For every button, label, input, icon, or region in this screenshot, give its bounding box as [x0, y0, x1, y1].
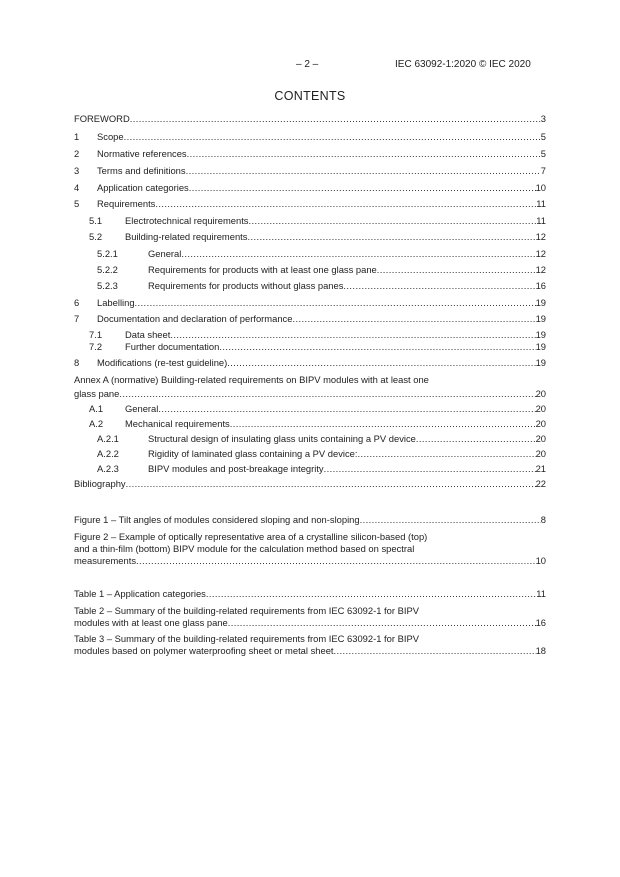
toc-entry[interactable]: [74, 357, 546, 369]
entry-page-number[interactable]: 19: [535, 357, 546, 368]
entry-page-number[interactable]: 20: [535, 418, 546, 429]
entry-title[interactable]: Structural design of insulating glass units containing a PV device: [148, 433, 416, 444]
dot-leader: [136, 555, 536, 567]
toc-entry[interactable]: [89, 403, 546, 415]
entry-title[interactable]: Scope: [97, 131, 124, 142]
dot-leader: [247, 231, 535, 243]
dot-leader: [358, 448, 536, 460]
entry-title[interactable]: Building-related requirements: [125, 231, 248, 242]
entry-page-number[interactable]: 21: [535, 463, 546, 474]
standard-reference: IEC 63092-1:2020 © IEC 2020: [395, 59, 531, 70]
entry-number[interactable]: 5.2.3: [97, 280, 118, 291]
entry-page-number[interactable]: 12: [535, 264, 546, 275]
entry-title[interactable]: BIPV modules and post-breakage integrity: [148, 463, 324, 474]
dot-leader: [119, 388, 535, 400]
entry-number[interactable]: 1: [74, 131, 80, 142]
entry-title[interactable]: Further documentation: [125, 341, 220, 352]
dot-leader: [377, 264, 536, 276]
dot-leader: [124, 131, 541, 143]
figure-entry[interactable]: [74, 531, 546, 543]
entry-page-number[interactable]: 19: [535, 313, 546, 324]
entry-page-number[interactable]: 11: [536, 588, 546, 599]
entry-title[interactable]: Requirements for products with at least one glass pane: [148, 264, 377, 275]
table-entry[interactable]: [74, 633, 546, 645]
entry-title[interactable]: modules with at least one glass pane: [74, 617, 228, 628]
table-entry[interactable]: [74, 605, 546, 617]
toc-entry[interactable]: [74, 148, 546, 160]
entry-title[interactable]: Table 2 – Summary of the building-related requirements from IEC 63092-1 for BIPV: [74, 605, 419, 616]
dot-leader: [219, 341, 535, 353]
entry-title[interactable]: Table 3 – Summary of the building-related requirements from IEC 63092-1 for BIPV: [74, 633, 419, 644]
entry-number[interactable]: 3: [74, 165, 80, 176]
entry-page-number[interactable]: 22: [535, 478, 546, 489]
toc-entry[interactable]: [74, 313, 546, 325]
dot-leader: [334, 645, 536, 657]
entry-number[interactable]: 5: [74, 198, 80, 209]
toc-entry[interactable]: [89, 418, 546, 430]
entry-page-number[interactable]: 16: [535, 617, 546, 628]
entry-page-number[interactable]: 7: [540, 165, 546, 176]
toc-entry[interactable]: [74, 297, 546, 309]
dot-leader: [186, 165, 541, 177]
dot-leader: [360, 514, 541, 526]
dot-leader: [187, 148, 541, 160]
dot-leader: [416, 433, 536, 445]
dot-leader: [189, 182, 536, 194]
table-entry[interactable]: [74, 617, 546, 629]
toc-entry[interactable]: [97, 280, 546, 292]
entry-page-number[interactable]: 16: [535, 280, 546, 291]
entry-title[interactable]: Table 1 – Application categories: [74, 588, 206, 599]
dot-leader: [230, 418, 536, 430]
entry-title[interactable]: modules based on polymer waterproofing sheet or metal sheet: [74, 645, 334, 656]
toc-entry[interactable]: [97, 433, 546, 445]
entry-title[interactable]: General: [148, 248, 182, 259]
toc-entry[interactable]: [89, 341, 546, 353]
entry-title[interactable]: FOREWORD: [74, 113, 130, 124]
figure-entry[interactable]: [74, 514, 546, 526]
entry-title[interactable]: Figure 2 – Example of optically representative area of a crystalline silicon-based (top): [74, 531, 428, 542]
page-title: CONTENTS: [274, 89, 346, 103]
figure-entry[interactable]: [74, 555, 546, 567]
entry-page-number[interactable]: 11: [536, 198, 546, 209]
entry-title[interactable]: Documentation and declaration of performance: [97, 313, 293, 324]
entry-title[interactable]: and a thin-film (bottom) BIPV module for the calculation method based on spectral: [74, 543, 415, 554]
toc-entry[interactable]: [74, 374, 546, 386]
entry-title[interactable]: Data sheet: [125, 329, 171, 340]
dot-leader: [324, 463, 536, 475]
toc-entry[interactable]: [97, 448, 546, 460]
toc-entry[interactable]: [74, 165, 546, 177]
dot-leader: [206, 588, 536, 600]
entry-page-number[interactable]: 3: [540, 113, 546, 124]
toc-entry[interactable]: [97, 463, 546, 475]
entry-page-number[interactable]: 12: [535, 231, 546, 242]
entry-title[interactable]: measurements: [74, 555, 137, 566]
dot-leader: [155, 198, 536, 210]
toc-entry[interactable]: [74, 113, 546, 125]
entry-page-number[interactable]: 10: [535, 182, 546, 193]
entry-page-number[interactable]: 12: [535, 248, 546, 259]
entry-page-number[interactable]: 8: [540, 514, 546, 525]
table-entry[interactable]: [74, 645, 546, 657]
entry-page-number[interactable]: 20: [535, 433, 546, 444]
entry-number[interactable]: 2: [74, 148, 80, 159]
entry-page-number[interactable]: 19: [535, 297, 546, 308]
entry-title[interactable]: Normative references: [97, 148, 187, 159]
dot-leader: [181, 248, 535, 260]
entry-number[interactable]: 4: [74, 182, 80, 193]
entry-number[interactable]: 5.2: [89, 231, 103, 242]
entry-title[interactable]: Requirements for products without glass panes: [148, 280, 344, 291]
dot-leader: [170, 329, 535, 341]
dot-leader: [228, 617, 536, 629]
entry-title[interactable]: Annex A (normative) Building-related requirements on BIPV modules with at least one: [74, 374, 429, 385]
entry-title[interactable]: Labelling: [97, 297, 135, 308]
dot-leader: [126, 478, 536, 490]
entry-page-number[interactable]: 19: [535, 341, 546, 352]
toc-entry[interactable]: [74, 182, 546, 194]
dot-leader: [249, 215, 537, 227]
entry-number[interactable]: A.2.1: [97, 433, 119, 444]
entry-number[interactable]: 8: [74, 357, 80, 368]
entry-title[interactable]: glass pane: [74, 388, 120, 399]
entry-page-number[interactable]: 18: [535, 645, 546, 656]
entry-page-number[interactable]: 5: [540, 148, 546, 159]
dot-leader: [227, 357, 535, 369]
entry-title[interactable]: General: [125, 403, 159, 414]
page-number: – 2 –: [296, 59, 319, 70]
entry-page-number[interactable]: 10: [535, 555, 546, 566]
entry-title[interactable]: Mechanical requirements: [125, 418, 230, 429]
toc-entry[interactable]: [74, 198, 546, 210]
entry-number[interactable]: 5.1: [89, 215, 103, 226]
dot-leader: [130, 113, 541, 125]
entry-title[interactable]: Terms and definitions: [97, 165, 186, 176]
table-entry[interactable]: [74, 588, 546, 600]
toc-entry[interactable]: [74, 131, 546, 143]
entry-title[interactable]: Figure 1 – Tilt angles of modules considered sloping and non-sloping: [74, 514, 360, 525]
entry-number[interactable]: 7.2: [89, 341, 103, 352]
entry-number[interactable]: 7: [74, 313, 80, 324]
entry-page-number[interactable]: 20: [535, 403, 546, 414]
toc-entry[interactable]: [97, 264, 546, 276]
entry-title[interactable]: Electrotechnical requirements: [125, 215, 249, 226]
toc-entry[interactable]: [89, 215, 546, 227]
entry-number[interactable]: A.2.3: [97, 463, 119, 474]
entry-page-number[interactable]: 11: [536, 215, 546, 226]
toc-entry[interactable]: [89, 329, 546, 341]
entry-title[interactable]: Requirements: [97, 198, 156, 209]
dot-leader: [135, 297, 536, 309]
entry-number[interactable]: A.2.2: [97, 448, 119, 459]
entry-page-number[interactable]: 19: [535, 329, 546, 340]
entry-number[interactable]: 5.2.1: [97, 248, 118, 259]
entry-number[interactable]: 5.2.2: [97, 264, 118, 275]
entry-number[interactable]: A.2: [89, 418, 104, 429]
toc-entry[interactable]: [97, 248, 546, 260]
dot-leader: [292, 313, 535, 325]
entry-page-number[interactable]: 20: [535, 448, 546, 459]
entry-title[interactable]: Rigidity of laminated glass containing a PV device:: [148, 448, 358, 459]
dot-leader: [343, 280, 535, 292]
dot-leader: [158, 403, 535, 415]
entry-number[interactable]: 7.1: [89, 329, 103, 340]
entry-page-number[interactable]: 20: [535, 388, 546, 399]
entry-title[interactable]: Bibliography: [74, 478, 126, 489]
toc-entry[interactable]: [89, 231, 546, 243]
entry-title[interactable]: Application categories: [97, 182, 189, 193]
entry-title[interactable]: Modifications (re-test guideline): [97, 357, 228, 368]
entry-page-number[interactable]: 5: [540, 131, 546, 142]
figure-entry[interactable]: [74, 543, 546, 555]
entry-number[interactable]: A.1: [89, 403, 104, 414]
toc-entry[interactable]: [74, 478, 546, 490]
toc-entry[interactable]: [74, 388, 546, 400]
entry-number[interactable]: 6: [74, 297, 80, 308]
